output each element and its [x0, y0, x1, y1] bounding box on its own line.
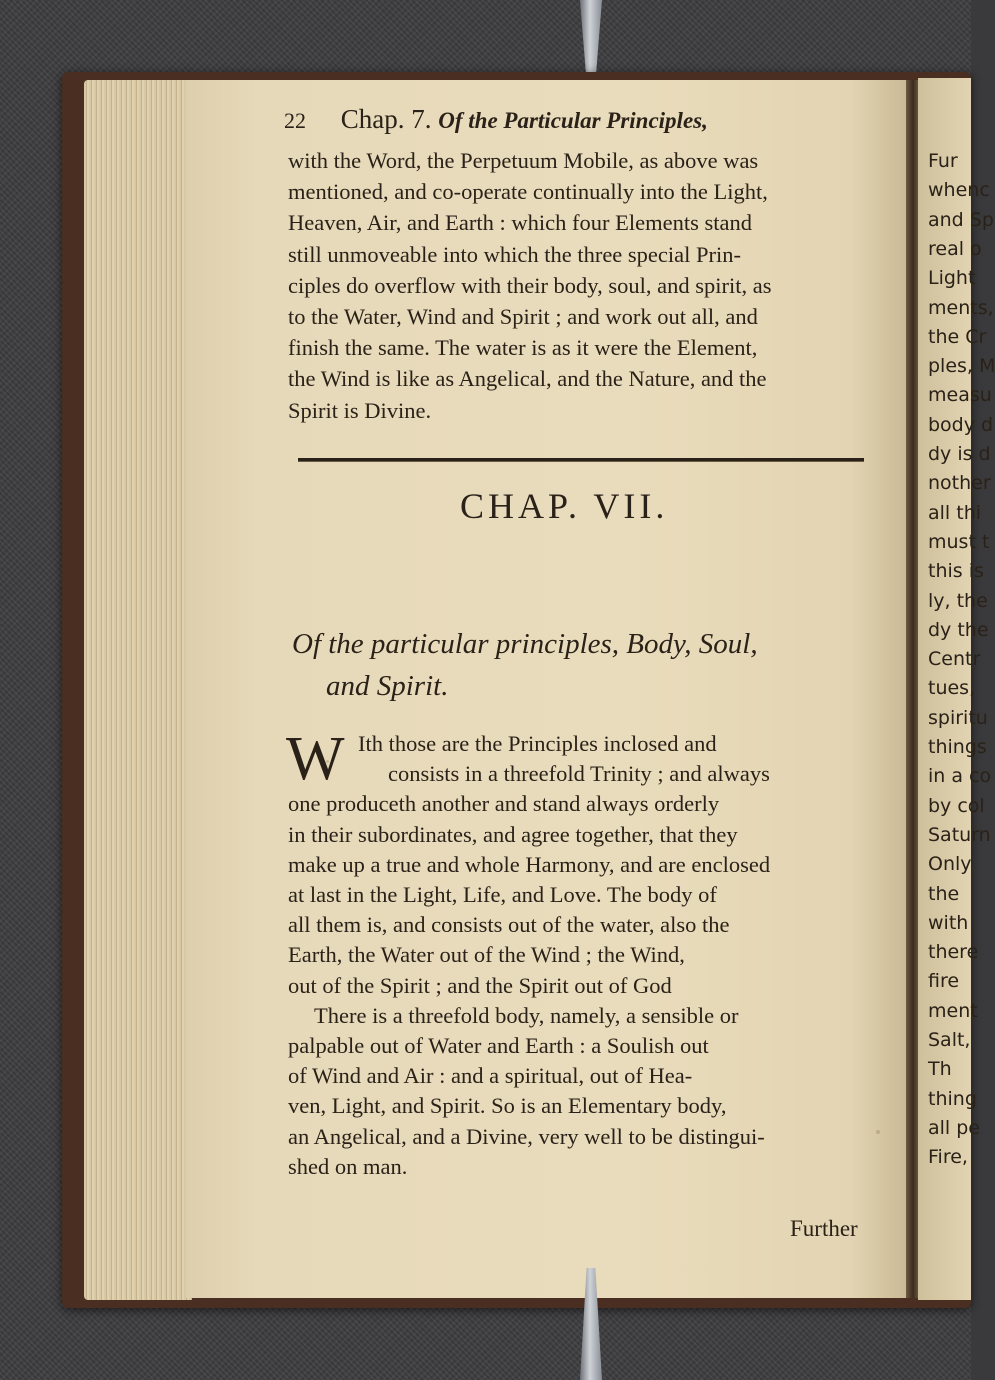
header-title: Of the Particular Principles, — [438, 108, 708, 133]
facing-page-line: fire — [928, 970, 960, 993]
text-line: mentioned, and co-operate continually into the Light, — [288, 179, 768, 205]
text-line: all them is, and consists out of the water, also the — [288, 912, 730, 938]
facing-page-line: real o — [928, 237, 982, 260]
text-line: There is a threefold body, namely, a sensible or — [314, 1002, 739, 1028]
text-line: palpable out of Water and Earth : a Soulish out — [288, 1033, 709, 1058]
chapter-subtitle-line: Of the particular principles, Body, Soul, — [292, 628, 758, 660]
text-line: make up a true and whole Harmony, and are enclosed — [288, 851, 771, 877]
facing-page-line: dy the — [928, 618, 989, 641]
facing-page-line: ples, M — [928, 355, 995, 378]
facing-page-line: things — [928, 736, 987, 758]
facing-page-line: by col — [928, 794, 985, 817]
text-line: ven, Light, and Spirit. So is an Elementary body, — [288, 1093, 727, 1119]
facing-page-line: the Cr — [928, 325, 987, 348]
catchword: Further — [790, 1216, 858, 1241]
text-line: one produceth another and stand always orderly — [288, 791, 720, 817]
text-line: Earth, the Water out of the Wind ; the Wind, — [288, 942, 685, 968]
facing-page-line: Light — [928, 267, 976, 290]
facing-page-line: all thi — [928, 501, 982, 524]
facing-page-line: body d — [928, 413, 994, 436]
facing-page-line: must t — [928, 530, 990, 553]
facing-page-line: Only — [928, 853, 972, 876]
facing-page-line: in a co — [928, 765, 992, 788]
text-line: finish the same. The water is as it were the Element, — [288, 335, 758, 361]
header-chapter: Chap. 7. — [340, 104, 432, 134]
facing-page-line: thing — [928, 1087, 977, 1110]
running-header — [284, 104, 708, 135]
text-line: of Wind and Air : and a spiritual, out of Hea- — [288, 1063, 693, 1089]
facing-page-line: ment — [928, 999, 978, 1022]
facing-page-line: there — [928, 941, 979, 964]
text-line: at last in the Light, Life, and Love. The body of — [288, 882, 717, 907]
facing-page-line: nother — [928, 472, 991, 495]
text-line: Heaven, Air, and Earth : which four Elements stand — [288, 210, 752, 236]
text-line: shed on man. — [288, 1153, 408, 1179]
page-edges — [84, 80, 192, 1300]
facing-page-line: tues, — [928, 677, 976, 700]
text-line: out of the Spirit ; and the Spirit out of God — [288, 972, 672, 998]
facing-page-line: ments, — [928, 296, 994, 319]
text-line: Ith those are the Principles inclosed and — [358, 731, 717, 756]
facing-page-line: measu — [928, 384, 992, 407]
facing-page-line: this is — [928, 560, 984, 583]
facing-page-line: Th — [928, 1058, 952, 1081]
text-line: still unmoveable into which the three special Prin- — [288, 241, 742, 267]
facing-page-line: and Sp — [928, 208, 994, 231]
facing-page-line: Centr — [928, 648, 981, 671]
text-line: to the Water, Wind and Spirit ; and work out all, and — [288, 304, 758, 329]
facing-page-line: the — [928, 882, 960, 905]
foxing-spot — [606, 950, 611, 955]
facing-page-fragment — [918, 78, 995, 1300]
foxing-spot — [876, 1130, 880, 1134]
facing-page-line: Fur — [928, 150, 958, 172]
facing-page-line: whenc — [928, 179, 990, 202]
text-line: Spirit is Divine. — [288, 397, 432, 423]
facing-page-line: dy is d — [928, 443, 991, 465]
facing-page-line: Fire, — [928, 1146, 968, 1169]
facing-page-line: Saturn — [928, 823, 991, 846]
text-line: ciples do overflow with their body, soul, and spirit, as — [288, 272, 772, 298]
facing-page-line: spiritu — [928, 706, 988, 729]
facing-page-line: all pe — [928, 1116, 980, 1139]
page-number: 22 — [284, 108, 306, 133]
text-line: with the Word, the Perpetuum Mobile, as above was — [288, 148, 759, 173]
chapter-heading: CHAP. VII. — [460, 486, 669, 526]
text-line: in their subordinates, and agree together, that they — [288, 821, 738, 847]
facing-page-line: Salt, — [928, 1029, 971, 1051]
drop-cap: W — [286, 725, 345, 793]
facing-page-line: with — [928, 911, 969, 934]
foxing-spot — [326, 760, 329, 763]
text-line: consists in a threefold Trinity ; and always — [388, 761, 770, 787]
text-line: an Angelical, and a Divine, very well to be distingui- — [288, 1123, 765, 1149]
left-page — [186, 80, 908, 1298]
chapter-subtitle-line: and Spirit. — [326, 670, 449, 702]
facing-page-line: ly, the — [928, 589, 988, 612]
text-line: the Wind is like as Angelical, and the Nature, and the — [288, 366, 767, 392]
chapter-rule — [298, 458, 864, 462]
